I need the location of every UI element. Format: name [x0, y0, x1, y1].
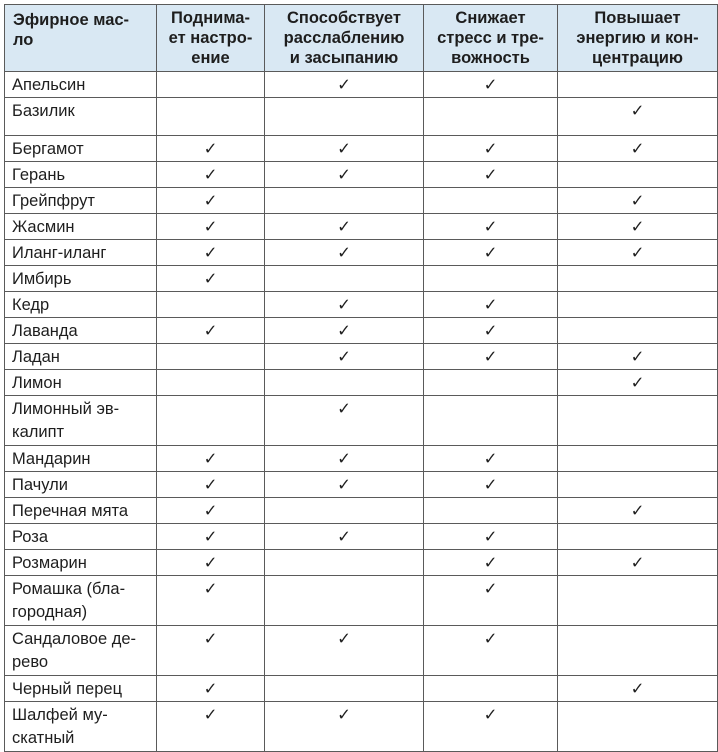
- relaxation-cell: [265, 188, 424, 214]
- check-mark-icon: ✓: [337, 243, 351, 262]
- relaxation-cell: [265, 266, 424, 292]
- check-mark-icon: ✓: [203, 449, 218, 468]
- stress-cell: [424, 472, 558, 498]
- check-mark-icon: ✓: [203, 629, 218, 648]
- oil-name-line: Имбирь: [12, 270, 72, 288]
- stress-cell: [424, 240, 558, 266]
- relaxation-cell: [265, 472, 424, 498]
- oil-name-line: Базилик: [12, 102, 75, 120]
- check-mark-icon: ✓: [483, 75, 498, 94]
- mood-cell: [157, 162, 265, 188]
- energy-cell: [558, 292, 718, 318]
- check-mark-icon: ✓: [483, 243, 498, 262]
- check-mark-icon: ✓: [483, 527, 498, 546]
- stress-cell: [424, 498, 558, 524]
- oil-name-cell: [5, 524, 157, 550]
- stress-cell: [424, 702, 558, 752]
- table-row: [5, 576, 718, 626]
- check-mark-icon: ✓: [203, 705, 218, 724]
- stress-cell: [424, 576, 558, 626]
- table-row: [5, 72, 718, 98]
- relaxation-cell: [265, 98, 424, 136]
- relaxation-cell: [265, 344, 424, 370]
- check-mark-icon: ✓: [630, 191, 645, 210]
- essential-oils-table: [4, 4, 718, 752]
- header-line: ение: [191, 49, 230, 67]
- mood-cell: [157, 214, 265, 240]
- oil-name-line: Лаванда: [12, 322, 78, 340]
- check-mark-icon: ✓: [337, 399, 351, 418]
- oil-name-line: Кедр: [12, 296, 50, 314]
- oil-name-line: Жасмин: [12, 218, 75, 236]
- table-row: [5, 188, 718, 214]
- energy-cell: [558, 318, 718, 344]
- table-row: [5, 524, 718, 550]
- stress-cell: [424, 162, 558, 188]
- relaxation-cell: [265, 550, 424, 576]
- check-mark-icon: ✓: [483, 629, 498, 648]
- check-mark-icon: ✓: [483, 449, 498, 468]
- energy-cell: [558, 626, 718, 676]
- table-row: [5, 396, 718, 446]
- stress-cell: [424, 446, 558, 472]
- header-line: расслаблению: [283, 29, 405, 47]
- header-mood: [157, 5, 265, 72]
- mood-cell: [157, 498, 265, 524]
- oil-name-line: Герань: [12, 166, 66, 184]
- oil-name-line: городная): [12, 603, 88, 621]
- check-mark-icon: ✓: [483, 165, 498, 184]
- relaxation-cell: [265, 702, 424, 752]
- check-mark-icon: ✓: [630, 679, 645, 698]
- stress-cell: [424, 370, 558, 396]
- mood-cell: [157, 370, 265, 396]
- header-row: [5, 5, 718, 72]
- oil-name-cell: [5, 162, 157, 188]
- oil-name-line: рево: [12, 653, 49, 671]
- check-mark-icon: ✓: [337, 475, 351, 494]
- check-mark-icon: ✓: [337, 295, 351, 314]
- check-mark-icon: ✓: [630, 217, 645, 236]
- check-mark-icon: ✓: [483, 321, 498, 340]
- oil-name-cell: [5, 370, 157, 396]
- check-mark-icon: ✓: [337, 139, 351, 158]
- check-mark-icon: ✓: [203, 527, 218, 546]
- table-row: [5, 136, 718, 162]
- energy-cell: [558, 188, 718, 214]
- stress-cell: [424, 550, 558, 576]
- table-row: [5, 266, 718, 292]
- stress-cell: [424, 266, 558, 292]
- header-line: Способствует: [287, 9, 401, 27]
- check-mark-icon: ✓: [203, 679, 218, 698]
- energy-cell: [558, 702, 718, 752]
- check-mark-icon: ✓: [203, 501, 218, 520]
- check-mark-icon: ✓: [483, 705, 498, 724]
- relaxation-cell: [265, 676, 424, 702]
- relaxation-cell: [265, 136, 424, 162]
- check-mark-icon: ✓: [203, 553, 218, 572]
- energy-cell: [558, 472, 718, 498]
- relaxation-cell: [265, 318, 424, 344]
- energy-cell: [558, 240, 718, 266]
- oil-name-cell: [5, 550, 157, 576]
- oil-name-cell: [5, 136, 157, 162]
- check-mark-icon: ✓: [630, 373, 645, 392]
- check-mark-icon: ✓: [337, 347, 351, 366]
- mood-cell: [157, 98, 265, 136]
- mood-cell: [157, 344, 265, 370]
- header-line: энергию и кон-: [576, 29, 699, 47]
- stress-cell: [424, 396, 558, 446]
- check-mark-icon: ✓: [337, 629, 351, 648]
- check-mark-icon: ✓: [203, 321, 218, 340]
- table-row: [5, 370, 718, 396]
- table-row: [5, 292, 718, 318]
- table-row: [5, 702, 718, 752]
- relaxation-cell: [265, 214, 424, 240]
- oil-name-line: Шалфей му-: [12, 706, 108, 724]
- oil-name-line: Пачули: [12, 476, 69, 494]
- energy-cell: [558, 576, 718, 626]
- header-line: Повышает: [594, 9, 681, 27]
- oil-name-cell: [5, 576, 157, 626]
- header-line: центрацию: [592, 49, 683, 67]
- check-mark-icon: ✓: [483, 475, 498, 494]
- stress-cell: [424, 98, 558, 136]
- stress-cell: [424, 318, 558, 344]
- oil-name-cell: [5, 98, 157, 136]
- relaxation-cell: [265, 162, 424, 188]
- check-mark-icon: ✓: [630, 553, 645, 572]
- header-line: Снижает: [455, 9, 526, 27]
- relaxation-cell: [265, 292, 424, 318]
- stress-cell: [424, 344, 558, 370]
- oil-name-line: Ромашка (бла-: [12, 580, 126, 598]
- oil-name-line: Лимонный эв-: [12, 400, 120, 418]
- energy-cell: [558, 676, 718, 702]
- check-mark-icon: ✓: [483, 553, 498, 572]
- mood-cell: [157, 396, 265, 446]
- oil-name-line: Мандарин: [12, 450, 91, 468]
- check-mark-icon: ✓: [337, 217, 351, 236]
- check-mark-icon: ✓: [483, 295, 498, 314]
- oil-name-cell: [5, 318, 157, 344]
- relaxation-cell: [265, 524, 424, 550]
- energy-cell: [558, 370, 718, 396]
- header-line: Поднима-: [171, 9, 250, 27]
- stress-cell: [424, 136, 558, 162]
- mood-cell: [157, 472, 265, 498]
- energy-cell: [558, 550, 718, 576]
- check-mark-icon: ✓: [483, 579, 498, 598]
- oil-name-cell: [5, 498, 157, 524]
- table-row: [5, 498, 718, 524]
- oil-name-cell: [5, 676, 157, 702]
- relaxation-cell: [265, 446, 424, 472]
- energy-cell: [558, 498, 718, 524]
- check-mark-icon: ✓: [203, 243, 218, 262]
- check-mark-icon: ✓: [483, 347, 498, 366]
- oil-name-line: Черный перец: [12, 680, 123, 698]
- check-mark-icon: ✓: [337, 527, 351, 546]
- energy-cell: [558, 344, 718, 370]
- energy-cell: [558, 396, 718, 446]
- oil-name-cell: [5, 214, 157, 240]
- check-mark-icon: ✓: [483, 217, 498, 236]
- oil-name-cell: [5, 188, 157, 214]
- oil-name-line: Лимон: [12, 374, 62, 392]
- check-mark-icon: ✓: [337, 705, 351, 724]
- stress-cell: [424, 676, 558, 702]
- relaxation-cell: [265, 626, 424, 676]
- table-body: [5, 72, 718, 752]
- table-row: [5, 344, 718, 370]
- oil-name-line: Перечная мята: [12, 502, 129, 520]
- header-oil: [5, 5, 157, 72]
- mood-cell: [157, 292, 265, 318]
- oil-name-cell: [5, 626, 157, 676]
- oil-name-line: Розмарин: [12, 554, 87, 572]
- header-energy: [558, 5, 718, 72]
- energy-cell: [558, 72, 718, 98]
- check-mark-icon: ✓: [203, 579, 218, 598]
- header-line: ет настро-: [168, 29, 253, 47]
- stress-cell: [424, 214, 558, 240]
- header-line: Эфирное мас-: [13, 11, 130, 29]
- check-mark-icon: ✓: [337, 165, 351, 184]
- check-mark-icon: ✓: [203, 269, 218, 288]
- energy-cell: [558, 524, 718, 550]
- check-mark-icon: ✓: [337, 321, 351, 340]
- mood-cell: [157, 136, 265, 162]
- check-mark-icon: ✓: [203, 139, 218, 158]
- header-line: стресс и тре-: [437, 29, 544, 47]
- table-row: [5, 162, 718, 188]
- oil-name-line: Иланг-иланг: [12, 244, 107, 262]
- check-mark-icon: ✓: [630, 243, 645, 262]
- oil-name-line: Апельсин: [12, 76, 86, 94]
- mood-cell: [157, 676, 265, 702]
- mood-cell: [157, 72, 265, 98]
- stress-cell: [424, 626, 558, 676]
- oil-name-cell: [5, 266, 157, 292]
- mood-cell: [157, 702, 265, 752]
- header-line: вожность: [451, 49, 530, 67]
- oil-name-cell: [5, 292, 157, 318]
- header-stress: [424, 5, 558, 72]
- table-row: [5, 98, 718, 136]
- mood-cell: [157, 550, 265, 576]
- header-line: и засыпанию: [289, 49, 399, 67]
- mood-cell: [157, 446, 265, 472]
- check-mark-icon: ✓: [203, 217, 218, 236]
- stress-cell: [424, 188, 558, 214]
- check-mark-icon: ✓: [203, 475, 218, 494]
- header-relaxation: [265, 5, 424, 72]
- oil-name-line: Сандаловое де-: [12, 630, 136, 648]
- oil-name-line: Грейпфрут: [12, 192, 95, 210]
- check-mark-icon: ✓: [337, 449, 351, 468]
- mood-cell: [157, 240, 265, 266]
- stress-cell: [424, 72, 558, 98]
- table-row: [5, 472, 718, 498]
- mood-cell: [157, 188, 265, 214]
- check-mark-icon: ✓: [483, 139, 498, 158]
- mood-cell: [157, 318, 265, 344]
- check-mark-icon: ✓: [203, 165, 218, 184]
- relaxation-cell: [265, 498, 424, 524]
- relaxation-cell: [265, 72, 424, 98]
- table-row: [5, 240, 718, 266]
- oil-name-cell: [5, 240, 157, 266]
- mood-cell: [157, 626, 265, 676]
- table-row: [5, 318, 718, 344]
- table-header: [5, 5, 718, 72]
- check-mark-icon: ✓: [203, 191, 218, 210]
- mood-cell: [157, 524, 265, 550]
- stress-cell: [424, 292, 558, 318]
- check-mark-icon: ✓: [630, 347, 645, 366]
- energy-cell: [558, 446, 718, 472]
- check-mark-icon: ✓: [630, 139, 645, 158]
- table-row: [5, 550, 718, 576]
- oil-name-line: скатный: [12, 729, 75, 747]
- relaxation-cell: [265, 576, 424, 626]
- energy-cell: [558, 136, 718, 162]
- mood-cell: [157, 576, 265, 626]
- oil-name-cell: [5, 472, 157, 498]
- oil-name-line: калипт: [12, 423, 65, 441]
- mood-cell: [157, 266, 265, 292]
- check-mark-icon: ✓: [630, 501, 645, 520]
- check-mark-icon: ✓: [337, 75, 351, 94]
- oil-name-line: Бергамот: [12, 140, 84, 158]
- stress-cell: [424, 524, 558, 550]
- oil-name-line: Ладан: [12, 348, 60, 366]
- energy-cell: [558, 214, 718, 240]
- oil-name-cell: [5, 396, 157, 446]
- table-row: [5, 626, 718, 676]
- oil-name-cell: [5, 72, 157, 98]
- relaxation-cell: [265, 396, 424, 446]
- table-row: [5, 676, 718, 702]
- oil-name-line: Роза: [12, 528, 49, 546]
- header-line: ло: [13, 31, 34, 49]
- relaxation-cell: [265, 370, 424, 396]
- table-row: [5, 446, 718, 472]
- oil-name-cell: [5, 446, 157, 472]
- table-row: [5, 214, 718, 240]
- relaxation-cell: [265, 240, 424, 266]
- energy-cell: [558, 162, 718, 188]
- check-mark-icon: ✓: [630, 101, 645, 120]
- energy-cell: [558, 266, 718, 292]
- energy-cell: [558, 98, 718, 136]
- oil-name-cell: [5, 344, 157, 370]
- oil-name-cell: [5, 702, 157, 752]
